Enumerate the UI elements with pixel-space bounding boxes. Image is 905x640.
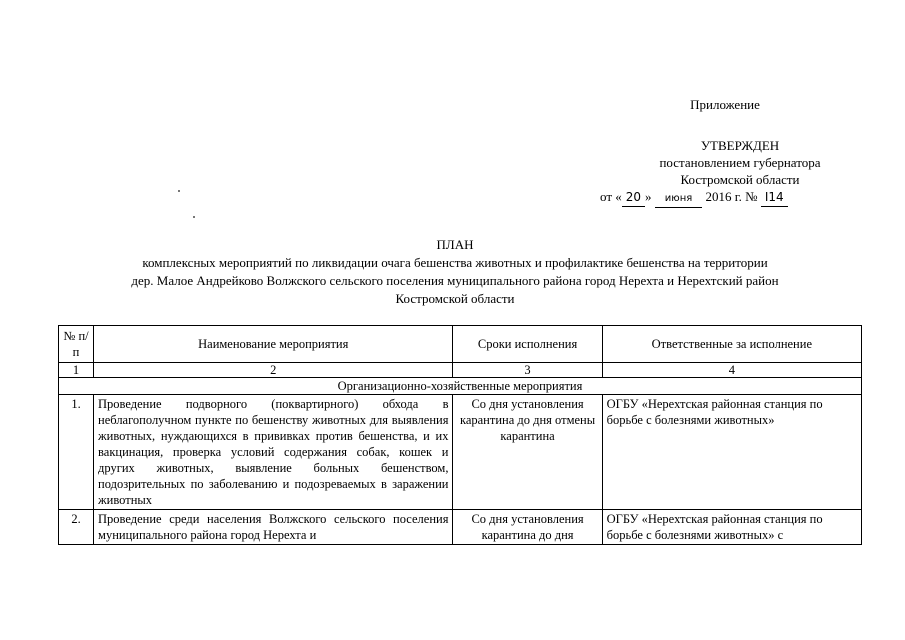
- table-header-row: [59, 326, 862, 363]
- row-responsible: ОГБУ «Нерехтская районная станция по борьбе с болезнями животных»: [602, 395, 861, 510]
- row-activity: Проведение среди населения Волжского сельского поселения муниципального района город Нерехта и: [94, 510, 453, 545]
- table-section-row: [59, 378, 862, 395]
- table-index-row: [59, 363, 862, 378]
- index-cell: 3: [453, 363, 602, 378]
- approval-decree-line: постановлением губернатора: [659, 155, 821, 170]
- row-activity: Проведение подворного (поквартирного) обхода в неблагополучном пункте по бешенству животных для выявления животных, нуждающихся в прививках против бешенства, и их вакцинация, проверка условий содержания собак, кошек и других животных, выявление больных бешенством, подозрительных по заболеванию и подозреваемых в заражении животных: [94, 395, 453, 510]
- plan-table: [58, 325, 862, 545]
- index-cell: 4: [602, 363, 861, 378]
- date-year: 2016 г. №: [705, 189, 758, 204]
- date-mid: »: [645, 189, 652, 204]
- plan-subtitle-1: комплексных мероприятий по ликвидации очага бешенства животных и профилактике бешенства на территории: [142, 255, 768, 270]
- approval-date-line: [560, 188, 860, 208]
- date-prefix: от «: [600, 189, 622, 204]
- col-header-responsible: Ответственные за исполнение: [602, 326, 861, 363]
- approval-region-line: Костромской области: [680, 172, 800, 187]
- table-row: [59, 395, 862, 510]
- row-term: Со дня установления карантина до дня: [453, 510, 602, 545]
- col-header-number: № п/п: [59, 326, 94, 363]
- approved-label: УТВЕРЖДЕН: [700, 138, 780, 153]
- row-responsible: ОГБУ «Нерехтская районная станция по борьбе с болезнями животных» с: [602, 510, 861, 545]
- plan-subtitle-2: дер. Малое Андрейково Волжского сельского поселения муниципального района город Нерехта и Нерехтский район: [131, 273, 779, 288]
- index-cell: 2: [94, 363, 453, 378]
- col-header-term: Сроки исполнения: [453, 326, 602, 363]
- table-row: [59, 510, 862, 545]
- scan-speck: [178, 190, 180, 192]
- plan-subtitle-3: Костромской области: [395, 291, 515, 306]
- plan-heading: [60, 236, 850, 308]
- date-day: 20: [622, 189, 645, 207]
- approval-block: [560, 96, 860, 208]
- row-number: 2.: [59, 510, 94, 545]
- index-cell: 1: [59, 363, 94, 378]
- date-month: июня: [655, 190, 702, 208]
- row-number: 1.: [59, 395, 94, 510]
- scan-speck: [193, 216, 195, 218]
- appendix-label: Приложение: [690, 97, 760, 112]
- plan-title: ПЛАН: [436, 237, 474, 252]
- col-header-name: Наименование мероприятия: [94, 326, 453, 363]
- date-number: I14: [761, 189, 788, 207]
- section-title: Организационно-хозяйственные мероприятия: [59, 378, 862, 395]
- row-term: Со дня установления карантина до дня отмены карантина: [453, 395, 602, 510]
